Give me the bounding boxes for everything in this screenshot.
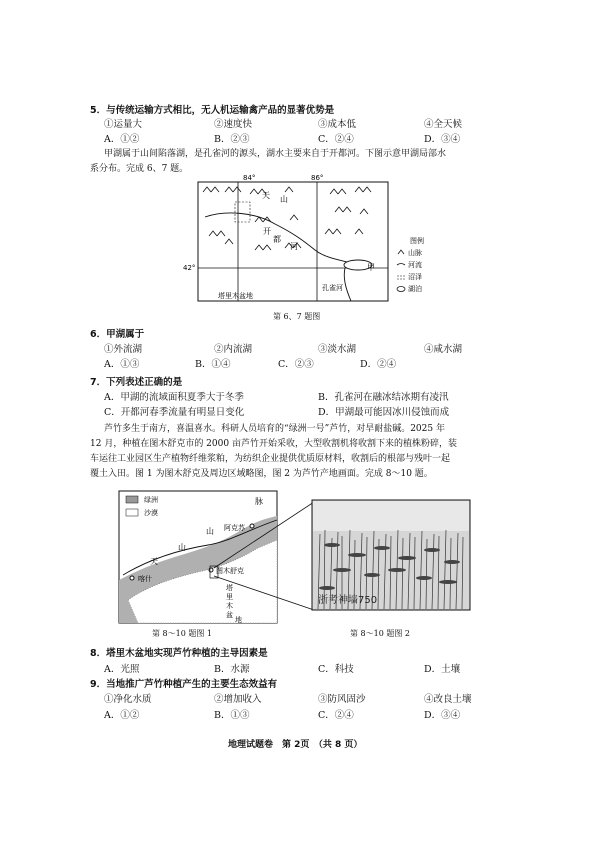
q5-choice-a: A．①② xyxy=(104,134,140,145)
q5-choice-c: C．②④ xyxy=(318,134,354,145)
q5-choice-b: B．②③ xyxy=(214,134,250,145)
q9-item-4: ④改良土壤 xyxy=(424,694,472,705)
map-he: 河 xyxy=(290,242,298,251)
q9-choice-d: D．③④ xyxy=(424,710,461,721)
legend-marsh: 沼泽 xyxy=(408,273,422,281)
figure-8-10-photo xyxy=(312,500,470,610)
legend-desert: 沙漠 xyxy=(144,509,158,517)
lon-84-label: 84° xyxy=(243,174,256,182)
kashi-point xyxy=(130,576,134,580)
lon-86-label: 86° xyxy=(311,174,324,182)
q6-choice-b: B．①④ xyxy=(195,359,231,370)
q6-stem: 6．甲湖属于 xyxy=(90,329,145,340)
q9-item-1: ①净化水质 xyxy=(104,694,152,705)
q5-stem: 5．与传统运输方式相比，无人机运输禽产品的显著优势是 xyxy=(90,105,335,116)
fig1-basin-4: 盆 xyxy=(226,611,233,619)
legend-mountain-icon xyxy=(398,250,404,254)
q6-choice-c: C．②③ xyxy=(278,359,314,370)
q7-choice-d: D．甲湖最可能因冰川侵蚀而成 xyxy=(318,407,450,418)
legend-mountain: 山脉 xyxy=(408,249,422,257)
q6-item-4: ④咸水湖 xyxy=(424,344,463,355)
q9-choice-b: B．①③ xyxy=(214,710,250,721)
fig1-kashi: 喀什 xyxy=(138,575,152,583)
q7-choice-a: A．甲湖的流域面积夏季大于冬季 xyxy=(104,392,244,403)
q8-choice-d: D．土壤 xyxy=(424,664,461,675)
q7-choice-c: C．开都河春季流量有明显日变化 xyxy=(104,407,245,418)
q8-choice-b: B．水源 xyxy=(214,664,250,675)
q5-choice-d: D．③④ xyxy=(424,134,461,145)
intro810-line2: 12 月，种植在图木舒克市的 2000 亩芦竹开始采收，大型收割机将收割下来的植株粉碎，装 xyxy=(90,439,457,449)
q9-choice-c: C．②④ xyxy=(318,710,354,721)
q8-stem: 8．塔里木盆地实现芦竹种植的主导因素是 xyxy=(90,648,268,659)
legend-river: 河流 xyxy=(408,261,422,269)
q6-item-1: ①外流湖 xyxy=(104,344,143,355)
q5-item-1: ①运量大 xyxy=(104,119,143,130)
map-kongque-label: 孔雀河 xyxy=(322,284,343,292)
fig1-tian: 天 xyxy=(150,557,158,566)
q6-item-3: ③淡水湖 xyxy=(318,344,357,355)
map-basin-label: 塔里木盆地 xyxy=(218,292,253,300)
q6-choice-d: D．②④ xyxy=(360,359,397,370)
page-footer: 地理试题卷 第 2页 （共 8 页） xyxy=(228,740,363,750)
q9-stem: 9．当地推广芦竹种植产生的主要生态效益有 xyxy=(90,679,278,690)
q6-choice-a: A．①③ xyxy=(104,359,140,370)
map-lake-label: 甲 xyxy=(367,263,375,272)
q7-stem: 7．下列表述正确的是 xyxy=(90,377,183,388)
map-du: 都 xyxy=(273,235,281,244)
map-kai: 开 xyxy=(263,227,271,236)
figure-8-10-1-caption: 第 8～10 题图 1 xyxy=(152,629,212,638)
fig1-tumushuke: 图木舒克 xyxy=(216,567,244,575)
q9-item-2: ②增加收入 xyxy=(214,694,262,705)
fig1-basin-3: 木 xyxy=(226,602,233,610)
q9-choice-a: A．①② xyxy=(104,710,140,721)
intro810-line4: 覆土入田。图 1 为图木舒克及周边区域略图，图 2 为芦竹产地画面。完成 8～10 题。 xyxy=(90,469,433,479)
figure-6-7-map xyxy=(183,172,460,307)
intro67-line2: 系分布。完成 6、7 题。 xyxy=(90,164,189,174)
legend-lake: 湖泊 xyxy=(408,285,422,293)
legend-title: 图例 xyxy=(410,237,424,245)
fig1-basin-1: 塔 xyxy=(226,584,233,592)
intro67-line1: 甲湖属于山间陷落湖，是孔雀河的源头，湖水主要来自于开都河。下图示意甲湖局部水 xyxy=(104,149,447,159)
fig1-akesu: 阿克苏 xyxy=(224,524,245,532)
fig1-basin-2: 里 xyxy=(226,593,233,601)
legend-lake-icon xyxy=(397,287,405,292)
figure-6-7-caption: 第 6、7 题图 xyxy=(273,312,321,321)
fig1-mai: 脉 xyxy=(255,497,263,506)
q7-choice-b: B．孔雀河在融冰结冰期有凌汛 xyxy=(318,392,449,403)
q8-choice-a: A．光照 xyxy=(104,664,140,675)
legend-marsh-icon xyxy=(397,276,405,279)
legend-desert-swatch xyxy=(126,509,138,516)
map-shan: 山 xyxy=(280,195,288,204)
q6-item-2: ②内流湖 xyxy=(214,344,253,355)
legend-oasis: 绿洲 xyxy=(144,496,158,504)
q5-item-2: ②速度快 xyxy=(214,119,253,130)
q8-choice-c: C．科技 xyxy=(318,664,354,675)
intro810-line3: 车运往工业园区生产植物纤维浆粕，为纺织企业提供优质原材料，收割后的根部与残叶一起 xyxy=(90,454,451,464)
q9-item-3: ③防风固沙 xyxy=(318,694,366,705)
legend-river-icon xyxy=(397,264,405,266)
photo-watermark: 浙考神墙750 xyxy=(318,595,378,606)
intro810-line1: 芦竹多生于南方，喜温喜水。科研人员培育的“绿洲一号”芦竹，对旱耐盐碱。2025 年 xyxy=(104,424,445,434)
fig1-basin-5: 地 xyxy=(235,616,242,624)
legend-oasis-swatch xyxy=(126,496,138,503)
zoom-connector xyxy=(210,490,320,615)
figure-8-10-2-caption: 第 8～10 题图 2 xyxy=(350,629,410,638)
fig1-shan: 山 xyxy=(178,543,186,552)
map-tian: 天 xyxy=(262,191,270,200)
fig1-shan-upper: 山 xyxy=(206,527,214,536)
lat-42-label: 42° xyxy=(183,264,196,272)
q5-item-3: ③成本低 xyxy=(318,119,357,130)
q5-item-4: ④全天候 xyxy=(424,119,463,130)
